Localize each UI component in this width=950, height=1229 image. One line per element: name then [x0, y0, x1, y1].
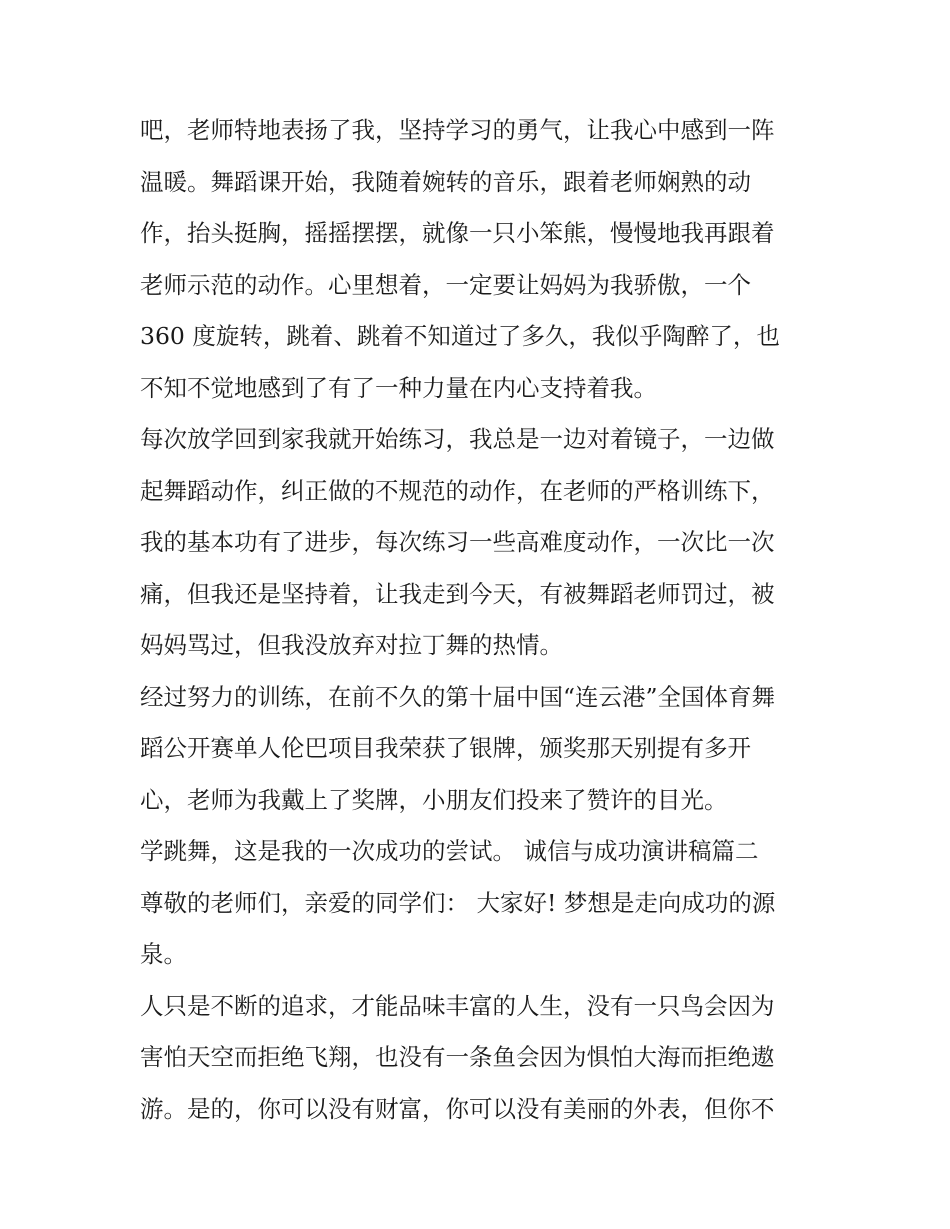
text-line: 蹈公开赛单人伦巴项目我荣获了银牌，颁奖那天别提有多开: [140, 734, 751, 762]
text-line: 老师示范的动作。心里想着，一定要让妈妈为我骄傲，一个: [140, 270, 751, 299]
text-line: 害怕天空而拒绝飞翔，也没有一条鱼会因为惧怕大海而拒绝遨: [140, 1043, 775, 1071]
document-body: [140, 110, 812, 1140]
text-line: 泉。: [140, 940, 187, 968]
text-line: 经过努力的训练，在前不久的第十届中国“连云港”全国体育舞: [140, 682, 776, 711]
text-line: 我的基本功有了进步，每次练习一些高难度动作，一次比一次: [140, 528, 775, 556]
text-line: 温暖。舞蹈课开始，我随着婉转的音乐，跟着老师娴熟的动: [140, 167, 751, 196]
text-line: 吧，老师特地表扬了我，坚持学习的勇气，让我心中感到一阵: [140, 116, 775, 144]
text-line: 360 度旋转，跳着、跳着不知道过了多久，我似乎陶醉了，也: [140, 322, 780, 350]
text-line: 游。是的，你可以没有财富，你可以没有美丽的外表，但你不: [140, 1094, 775, 1123]
text-line: 痛，但我还是坚持着，让我走到今天，有被舞蹈老师罚过，被: [140, 579, 775, 608]
text-line: 心，老师为我戴上了奖牌，小朋友们投来了赞许的目光。: [140, 785, 728, 814]
text-line: 作，抬头挺胸，摇摇摆摆，就像一只小笨熊，慢慢地我再跟着: [140, 219, 775, 247]
text-line: 不知不觉地感到了有了一种力量在内心支持着我。: [140, 373, 657, 402]
text-line: 尊敬的老师们，亲爱的同学们： 大家好! 梦想是走向成功的源: [140, 888, 776, 917]
text-line: 妈妈骂过，但我没放弃对拉丁舞的热情。: [140, 631, 563, 659]
text-line: 每次放学回到家我就开始练习，我总是一边对着镜子，一边做: [140, 425, 775, 453]
text-line: 人只是不断的追求，才能品味丰富的人生，没有一只鸟会因为: [140, 991, 775, 1020]
text-line: 学跳舞，这是我的一次成功的尝试。 诚信与成功演讲稿篇二: [140, 837, 759, 865]
text-line: 起舞蹈动作，纠正做的不规范的动作，在老师的严格训练下，: [140, 476, 775, 505]
